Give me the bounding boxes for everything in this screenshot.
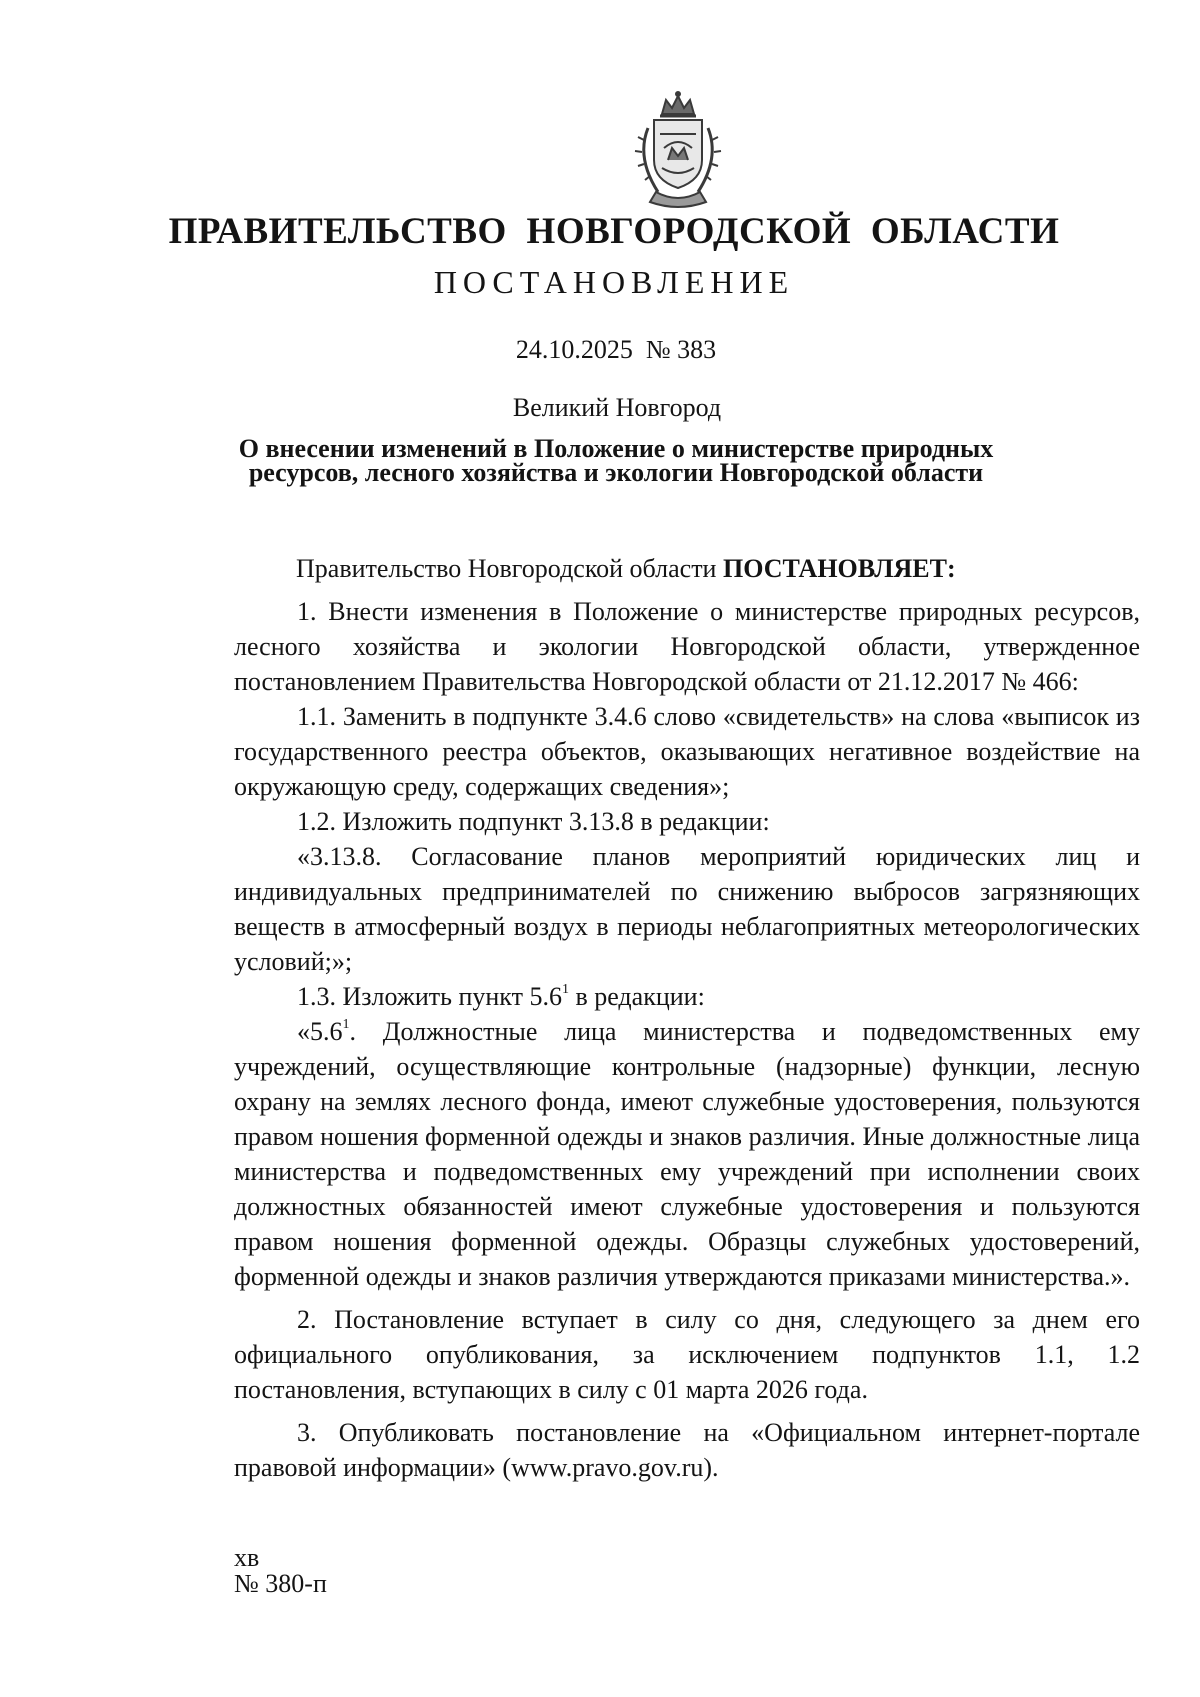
document-number: № 383 — [645, 335, 717, 364]
footer-ref-number: № 380-п — [234, 1569, 327, 1598]
footer-reference — [234, 1545, 327, 1597]
coat-of-arms-icon — [628, 88, 728, 213]
paragraph-1-3-quote — [234, 1014, 1140, 1294]
quote-text: . Должностные лица министерства и подведомственных ему учреждений, осуществляющие контрольные (надзорные) функции, лесную охрану на землях лесного фонда, имеют служебные удостоверения, пользуются правом ношения форменной одежды и знаков различия. Иные должностные лица министерства и подведомственных ему учреждений при исполнении своих должностных обязанностей имеют служебные удостоверения и пользуются правом ношения форменной одежды. Образцы служебных удостоверений, форменной одежды и знаков различия утверждаются приказами министерства.». — [234, 1017, 1140, 1291]
paragraph-1-3-text-end: в редакции: — [568, 982, 705, 1011]
paragraph-2: 2. Постановление вступает в силу со дня, следующего за днем его официального опубликования, за исключением подпунктов 1.1, 1.2 постановления, вступающих в силу с 01 марта 2026 года. — [234, 1305, 1140, 1404]
paragraph-1-3-text: 1.3. Изложить пункт 5.6 — [297, 982, 562, 1011]
paragraph-1-1: 1.1. Заменить в подпункте 3.4.6 слово «свидетельств» на слова «выписок из государственного реестра объектов, оказывающих негативное воздействие на окружающую среду, содержащих сведения»; — [234, 702, 1140, 801]
subject-line-1: О внесении изменений в Положение о министерстве природных — [238, 434, 994, 463]
preamble-text: Правительство Новгородской области — [296, 554, 717, 583]
document-date: 24.10.2025 — [515, 335, 633, 364]
date-number-line — [0, 335, 1200, 365]
paragraph-1-2-quote: «3.13.8. Согласование планов мероприятий юридических лиц и индивидуальных предпринимателей по снижению выбросов загрязняющих веществ в атмосферный воздух в периоды неблагоприятных метеорологических условий;»; — [234, 842, 1140, 976]
paragraph-1: 1. Внести изменения в Положение о министерстве природных ресурсов, лесного хозяйства и экологии Новгородской области, утвержденное постановлением Правительства Новгородской области от 21.12.2017 № 466: — [234, 597, 1140, 696]
preamble — [234, 551, 1140, 586]
document-type: ПОСТАНОВЛЕНИЕ — [433, 264, 795, 300]
superscript: 1 — [561, 982, 569, 997]
quote-start: «5.6 — [297, 1017, 343, 1046]
preamble-decree: ПОСТАНОВЛЯЕТ: — [722, 554, 956, 583]
document-subject — [0, 434, 1200, 487]
government-title: ПРАВИТЕЛЬСТВО НОВГОРОДСКОЙ ОБЛАСТИ — [168, 211, 1060, 252]
paragraph-3: 3. Опубликовать постановление на «Официальном интернет-портале правовой информации» (www.pravo.gov.ru). — [234, 1418, 1140, 1482]
document-body — [234, 551, 1140, 1485]
subject-line-2: ресурсов, лесного хозяйства и экологии Новгородской области — [248, 458, 984, 487]
paragraph-1-2: 1.2. Изложить подпункт 3.13.8 в редакции: — [297, 807, 770, 836]
city: Великий Новгород — [512, 393, 722, 422]
paragraph-1-3 — [234, 979, 1140, 1014]
superscript: 1 — [342, 1017, 350, 1032]
footer-initials: хв — [234, 1543, 260, 1572]
